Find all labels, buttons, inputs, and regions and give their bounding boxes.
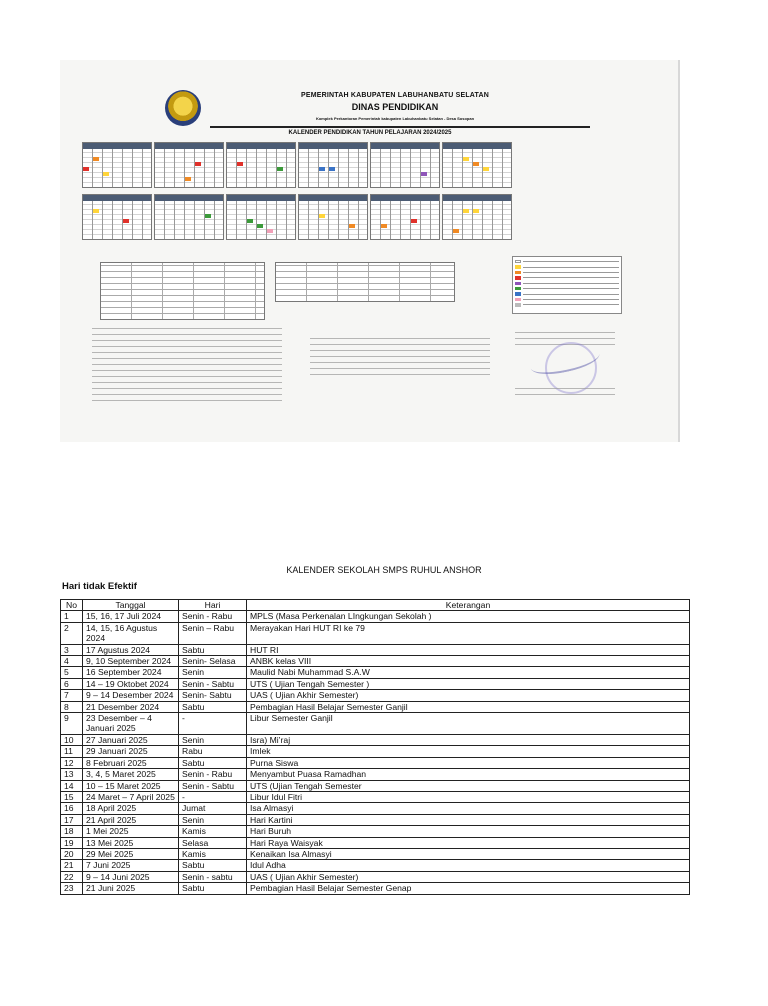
row-note: MPLS (Masa Perkenalan LIngkungan Sekolah ) <box>247 611 690 622</box>
table-row <box>61 837 690 848</box>
row-note: Merayakan Hari HUT RI ke 79 <box>247 622 690 644</box>
row-number: 4 <box>61 656 83 667</box>
row-day: Sabtu <box>179 757 247 768</box>
table-row <box>61 848 690 859</box>
semester-1-month-grid <box>82 142 512 188</box>
row-date: 21 Juni 2025 <box>83 883 179 894</box>
row-date: 1 Mei 2025 <box>83 826 179 837</box>
row-note: UAS ( Ujian Akhir Semester) <box>247 871 690 882</box>
row-date: 10 – 15 Maret 2025 <box>83 780 179 791</box>
row-date: 17 Agustus 2024 <box>83 644 179 655</box>
row-number: 23 <box>61 883 83 894</box>
table-header-row <box>61 600 690 611</box>
row-note: Pembagian Hasil Belajar Semester Genap <box>247 883 690 894</box>
row-note: Menyambut Puasa Ramadhan <box>247 769 690 780</box>
row-note: Imlek <box>247 746 690 757</box>
header-no: No <box>61 600 83 611</box>
table-row <box>61 713 690 735</box>
month-block <box>442 194 512 240</box>
row-date: 21 April 2025 <box>83 814 179 825</box>
school-calendar-title: KALENDER SEKOLAH SMPS RUHUL ANSHOR <box>286 565 482 575</box>
row-note: Hari Raya Waisyak <box>247 837 690 848</box>
table-row <box>61 622 690 644</box>
row-date: 29 Januari 2025 <box>83 746 179 757</box>
row-date: 13 Mei 2025 <box>83 837 179 848</box>
month-block <box>370 194 440 240</box>
row-day: Senin- Sabtu <box>179 690 247 701</box>
table-row <box>61 803 690 814</box>
calendar-title: KALENDER PENDIDIKAN TAHUN PELAJARAN 2024/2025 <box>288 130 452 136</box>
table-row <box>61 667 690 678</box>
government-name: PEMERINTAH KABUPATEN LABUHANBATU SELATAN <box>300 92 490 99</box>
row-date: 9 – 14 Juni 2025 <box>83 871 179 882</box>
month-block <box>442 142 512 188</box>
exam-schedule-table <box>275 262 455 302</box>
row-number: 9 <box>61 713 83 735</box>
row-date: 27 Januari 2025 <box>83 734 179 745</box>
national-holidays-list-right <box>310 338 490 380</box>
row-day: Senin - sabtu <box>179 871 247 882</box>
row-day: Senin - Rabu <box>179 611 247 622</box>
row-date: 14, 15, 16 Agustus 2024 <box>83 622 179 644</box>
month-block <box>370 142 440 188</box>
national-holidays-list-left <box>92 328 282 406</box>
row-note: Hari Kartini <box>247 814 690 825</box>
row-note: Kenaikan Isa Almasyi <box>247 848 690 859</box>
row-note: UTS ( Ujian Tengah Semester ) <box>247 678 690 689</box>
row-day: Senin <box>179 734 247 745</box>
table-row <box>61 690 690 701</box>
row-day: Senin - Sabtu <box>179 780 247 791</box>
header-day: Hari <box>179 600 247 611</box>
row-day: Senin <box>179 814 247 825</box>
row-number: 16 <box>61 803 83 814</box>
row-date: 7 Juni 2025 <box>83 860 179 871</box>
month-block <box>154 142 224 188</box>
table-row <box>61 791 690 802</box>
table-row <box>61 814 690 825</box>
table-row <box>61 644 690 655</box>
table-row <box>61 701 690 712</box>
row-number: 14 <box>61 780 83 791</box>
month-block <box>226 194 296 240</box>
row-day: Jumat <box>179 803 247 814</box>
row-number: 21 <box>61 860 83 871</box>
letterhead-divider <box>210 126 590 128</box>
row-note: Isa Almasyi <box>247 803 690 814</box>
table-row <box>61 883 690 894</box>
scanned-calendar-image <box>60 60 680 442</box>
row-note: UTS (Ujian Tengah Semester <box>247 780 690 791</box>
row-day: Kamis <box>179 848 247 859</box>
row-note: HUT RI <box>247 644 690 655</box>
regency-logo-icon <box>165 90 201 126</box>
row-note: Idul Adha <box>247 860 690 871</box>
header-date: Tanggal <box>83 600 179 611</box>
row-day: Sabtu <box>179 644 247 655</box>
header-note: Keterangan <box>247 600 690 611</box>
row-number: 15 <box>61 791 83 802</box>
row-note: UAS ( Ujian Akhir Semester) <box>247 690 690 701</box>
row-day: Sabtu <box>179 701 247 712</box>
row-date: 24 Maret – 7 April 2025 <box>83 791 179 802</box>
calendar-legend <box>512 256 622 314</box>
row-number: 3 <box>61 644 83 655</box>
row-date: 23 Desember – 4 Januari 2025 <box>83 713 179 735</box>
row-number: 8 <box>61 701 83 712</box>
row-day: Senin - Rabu <box>179 769 247 780</box>
table-row <box>61 734 690 745</box>
row-date: 9, 10 September 2024 <box>83 656 179 667</box>
row-note: Libur Semester Ganjil <box>247 713 690 735</box>
row-day: Senin – Rabu <box>179 622 247 644</box>
table-row <box>61 656 690 667</box>
row-number: 18 <box>61 826 83 837</box>
row-date: 18 April 2025 <box>83 803 179 814</box>
row-number: 7 <box>61 690 83 701</box>
row-day: Selasa <box>179 837 247 848</box>
row-number: 13 <box>61 769 83 780</box>
row-note: Pembagian Hasil Belajar Semester Ganjil <box>247 701 690 712</box>
row-date: 3, 4, 5 Maret 2025 <box>83 769 179 780</box>
row-day: Rabu <box>179 746 247 757</box>
row-day: Senin- Selasa <box>179 656 247 667</box>
month-block <box>298 194 368 240</box>
row-date: 29 Mei 2025 <box>83 848 179 859</box>
row-date: 21 Desember 2024 <box>83 701 179 712</box>
row-note: ANBK kelas VIII <box>247 656 690 667</box>
row-number: 19 <box>61 837 83 848</box>
row-number: 6 <box>61 678 83 689</box>
department-name: DINAS PENDIDIKAN <box>351 102 439 112</box>
row-note: Isra) Mi’raj <box>247 734 690 745</box>
non-effective-days-table <box>60 599 690 895</box>
month-block <box>226 142 296 188</box>
row-date: 8 Februari 2025 <box>83 757 179 768</box>
month-block <box>298 142 368 188</box>
row-number: 10 <box>61 734 83 745</box>
semester-2-month-grid <box>82 194 512 240</box>
row-number: 2 <box>61 622 83 644</box>
month-block <box>82 194 152 240</box>
table-row <box>61 611 690 622</box>
table-row <box>61 780 690 791</box>
row-day: - <box>179 713 247 735</box>
row-day: - <box>179 791 247 802</box>
row-note: Hari Buruh <box>247 826 690 837</box>
row-number: 12 <box>61 757 83 768</box>
row-date: 9 – 14 Desember 2024 <box>83 690 179 701</box>
row-number: 11 <box>61 746 83 757</box>
row-note: Maulid Nabi Muhammad S.A.W <box>247 667 690 678</box>
table-row <box>61 678 690 689</box>
table-row <box>61 860 690 871</box>
row-note: Libur Idul Fitri <box>247 791 690 802</box>
row-date: 15, 16, 17 Juli 2024 <box>83 611 179 622</box>
row-day: Senin <box>179 667 247 678</box>
table-row <box>61 871 690 882</box>
table-row <box>61 746 690 757</box>
row-day: Sabtu <box>179 883 247 894</box>
row-date: 16 September 2024 <box>83 667 179 678</box>
row-number: 22 <box>61 871 83 882</box>
month-block <box>154 194 224 240</box>
row-number: 20 <box>61 848 83 859</box>
table-row <box>61 769 690 780</box>
row-date: 14 – 19 Oktobet 2024 <box>83 678 179 689</box>
effective-days-summary-table <box>100 262 265 320</box>
row-day: Kamis <box>179 826 247 837</box>
row-day: Senin - Sabtu <box>179 678 247 689</box>
row-number: 5 <box>61 667 83 678</box>
row-number: 1 <box>61 611 83 622</box>
row-number: 17 <box>61 814 83 825</box>
department-address: Komplek Perkantoran Pemerintah kabupaten Labuhanbatu Selatan - Desa Sosopan <box>315 116 475 121</box>
row-note: Purna Siswa <box>247 757 690 768</box>
signatory-name-lines <box>515 386 615 400</box>
section-heading: Hari tidak Efektif <box>62 581 137 592</box>
table-row <box>61 826 690 837</box>
table-row <box>61 757 690 768</box>
row-day: Sabtu <box>179 860 247 871</box>
month-block <box>82 142 152 188</box>
